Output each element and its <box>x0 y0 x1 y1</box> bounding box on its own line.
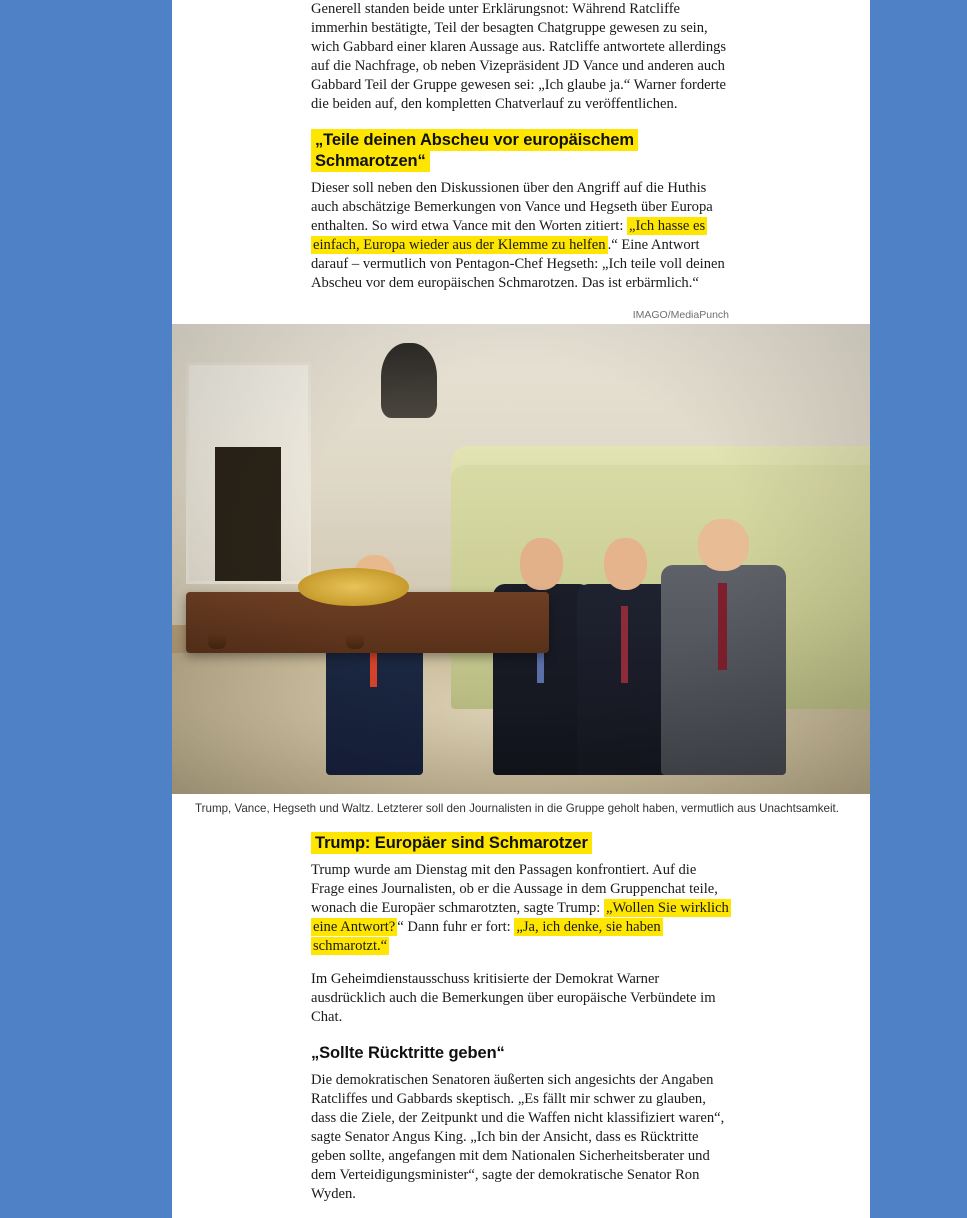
quote-highlight-trump-1: „Wollen Sie wirklich eine Antwort? <box>313 900 729 935</box>
photo-fireplace <box>186 362 311 584</box>
photo-person-waltz <box>661 484 787 775</box>
quote-highlight-vance: „Ich hasse es einfach, Europa wieder aus der Klemme zu helfen <box>313 218 706 253</box>
quote-highlight-trump-2: „Ja, ich denke, sie haben schmarotzt.“ <box>313 919 661 954</box>
paragraph-text-before-2: Trump wurde am Dienstag mit den Passagen konfrontiert. Auf die Frage eines Journalisten, ob er die Aussage in dem Gruppenchat teile, wonach die Europäer schmarotzten, sagte Trump: <box>311 862 718 916</box>
photo-bust <box>381 343 437 418</box>
paragraph-text-after: .“ Eine Antwort darauf – vermutlich von Pentagon-Chef Hegseth: „Ich teile voll deinen Abscheu vor dem europäischen Schmarotzen. Das ist erbärmlich.“ <box>311 237 725 291</box>
section-heading-trump <box>311 833 731 854</box>
section-heading-ruecktritte: „Sollte Rücktritte geben“ <box>311 1044 505 1062</box>
paragraph-text-mid: “ Dann fuhr er fort: <box>397 919 515 935</box>
heading-highlight: „Teile deinen Abscheu vor europäischem Schmarotzen“ <box>311 129 638 172</box>
paragraph-vance-quote <box>311 179 731 293</box>
article-container <box>172 0 870 1218</box>
paragraph-text-before: Dieser soll neben den Diskussionen über den Angriff auf die Huthis auch abschätzige Bemerkungen von Vance und Hegseth über Europa enthalten. So wird etwa Vance mit den Worten zitiert: <box>311 180 713 234</box>
photo-gold-ornament <box>298 568 410 606</box>
article-photo <box>172 324 870 794</box>
article-column <box>194 0 839 1204</box>
section-heading-schmarotzen <box>311 130 731 172</box>
image-credit: IMAGO/MediaPunch <box>632 309 729 321</box>
paragraph-intro: Generell standen beide unter Erklärungsnot: Während Ratcliffe immerhin bestätigte, Teil der besagten Chatgruppe gewesen zu sein, wich Gabbard einer klaren Aussage aus. Ratcliffe antwortete allerdings auf die Nachfrage, ob neben Vizepräsident JD Vance und anderen auch Gabbard Teil der Gruppe gewesen sei: „Ich glaube ja.“ Warner forderte die beiden auf, den kompletten Chatverlauf zu veröffentlichen. <box>311 1 727 112</box>
paragraph-senators: Die demokratischen Senatoren äußerten sich angesichts der Angaben Ratcliffes und Gabbards skeptisch. „Es fällt mir schwer zu glauben, dass die Ziele, der Zeitpunkt und die Waffen nicht klassifiziert waren“, sagte Senator Angus King. „Ich bin der Ansicht, dass es Rücktritte geben sollte, angefangen mit dem Nationalen Sicherheitsberater und dem Verteidigungsminister“, sagte der demokratische Senator Ron Wyden. <box>311 1072 725 1202</box>
image-caption: Trump, Vance, Hegseth und Waltz. Letzterer soll den Journalisten in die Gruppe geholt haben, vermutlich aus Unachtsamkeit. <box>194 802 839 815</box>
paragraph-trump-quote <box>311 861 731 956</box>
heading-highlight-2: Trump: Europäer sind Schmarotzer <box>311 832 592 854</box>
paragraph-warner: Im Geheimdienstausschuss kritisierte der Demokrat Warner ausdrücklich auch die Bemerkungen über europäische Verbündete im Chat. <box>311 971 716 1025</box>
